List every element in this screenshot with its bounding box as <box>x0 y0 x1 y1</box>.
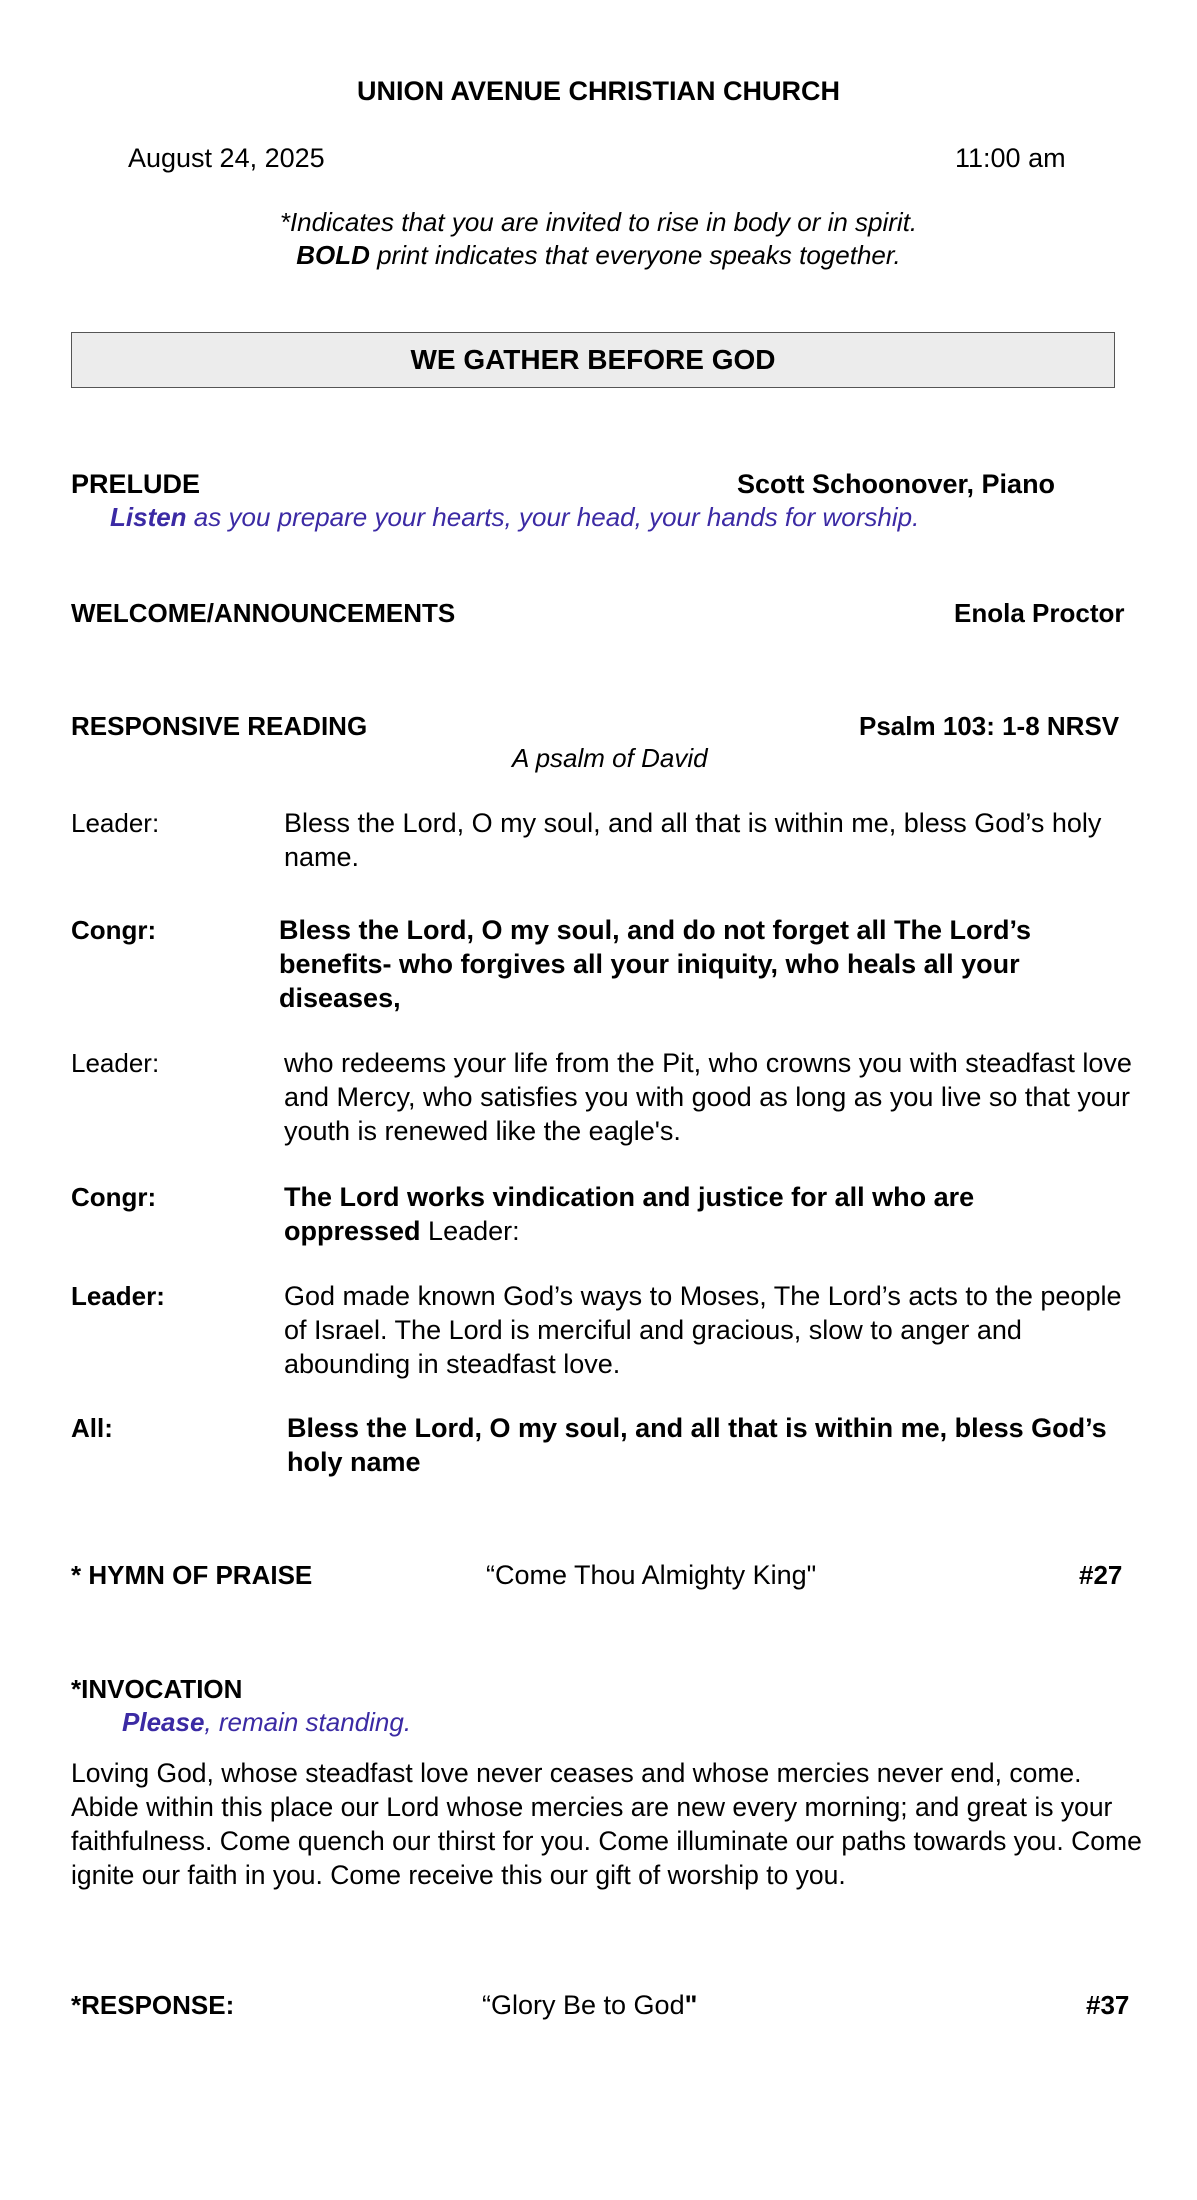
reading-role-1: Leader: <box>71 808 160 838</box>
rise-note: *Indicates that you are invited to rise in body or in spirit. <box>279 207 918 237</box>
service-time: 11:00 am <box>955 143 1066 173</box>
reading-role-3: Leader: <box>71 1048 160 1078</box>
service-date: August 24, 2025 <box>128 143 325 173</box>
welcome-leader: Enola Proctor <box>954 598 1125 628</box>
response-name-main: “Glory Be to God <box>482 1990 685 2020</box>
reading-line-4-text: The Lord works vindication and justice for all who are oppressed <box>284 1182 975 1246</box>
bold-note-text: print indicates that everyone speaks together. <box>369 240 901 270</box>
prelude-instruction-emphasis: Listen <box>110 502 187 532</box>
section-banner-title: WE GATHER BEFORE GOD <box>410 344 776 375</box>
response-name-close: " <box>684 1990 698 2020</box>
hymn-number: #27 <box>1079 1560 1123 1590</box>
reading-reference: Psalm 103: 1-8 NRSV <box>859 711 1120 741</box>
reading-line-1: Bless the Lord, O my soul, and all that is within me, bless God’s holy name. <box>284 808 1102 872</box>
reading-line-2: Bless the Lord, O my soul, and do not forget all The Lord’s benefits- who forgives all your iniquity, who heals all your diseases, <box>279 915 1032 1013</box>
prelude-performer: Scott Schoonover, Piano <box>737 469 1056 499</box>
reading-line-4-tail: Leader: <box>420 1216 520 1246</box>
response-number: #37 <box>1086 1990 1130 2020</box>
reading-line-6: Bless the Lord, O my soul, and all that is within me, bless God’s holy name <box>287 1413 1107 1477</box>
invocation-instruction-text: , remain standing. <box>204 1707 412 1737</box>
reading-line-5: God made known God’s ways to Moses, The Lord’s acts to the people of Israel. The Lord is merciful and gracious, slow to anger and abounding in steadfast love. <box>284 1281 1122 1379</box>
hymn-title: * HYMN OF PRAISE <box>71 1560 313 1590</box>
reading-role-6: All: <box>71 1413 113 1443</box>
prelude-title: PRELUDE <box>71 469 201 499</box>
reading-line-4 <box>284 1180 1064 1248</box>
bold-note-emphasis: BOLD <box>296 240 370 270</box>
prelude-instruction <box>110 500 919 534</box>
invocation-instruction-emphasis: Please <box>122 1707 205 1737</box>
reading-line-3: who redeems your life from the Pit, who crowns you with steadfast love and Mercy, who satisfies you with good as long as you live so that your youth is renewed like the eagle's. <box>284 1048 1132 1146</box>
hymn-name: “Come Thou Almighty King" <box>486 1560 817 1590</box>
invocation-instruction <box>122 1705 411 1739</box>
reading-subtitle: A psalm of David <box>512 743 708 773</box>
reading-role-2: Congr: <box>71 915 157 945</box>
church-name: UNION AVENUE CHRISTIAN CHURCH <box>356 76 840 106</box>
invocation-prayer: Loving God, whose steadfast love never ceases and whose mercies never end, come. Abide within this place our Lord whose mercies are new every morning; and great is your faithfulness. Come quench our thirst for you. Come illuminate our paths towards you. Come ignite our faith in you. Come receive this our gift of worship to you. <box>71 1758 1142 1890</box>
reading-role-5: Leader: <box>71 1281 165 1311</box>
response-name <box>482 1988 697 2022</box>
reading-title: RESPONSIVE READING <box>71 711 368 741</box>
invocation-title: *INVOCATION <box>71 1674 243 1704</box>
prelude-instruction-text: as you prepare your hearts, your head, your hands for worship. <box>186 502 920 532</box>
reading-role-4: Congr: <box>71 1182 157 1212</box>
welcome-title: WELCOME/ANNOUNCEMENTS <box>71 598 456 628</box>
bold-note <box>0 238 1197 272</box>
response-title: *RESPONSE: <box>71 1990 235 2020</box>
section-banner <box>71 332 1115 388</box>
